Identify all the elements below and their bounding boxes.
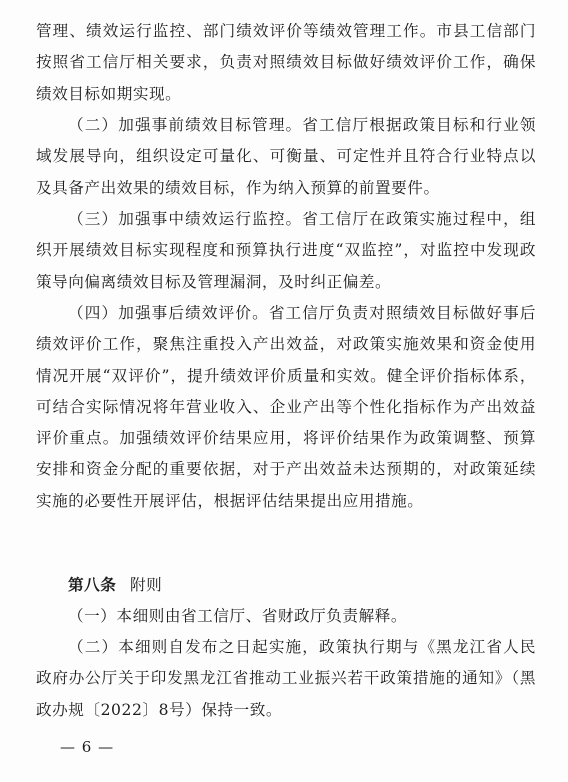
- page-number: — 6 —: [60, 738, 115, 756]
- paragraph-ex-post-evaluation: （四）加强事后绩效评价。省工信厅负责对照绩效目标做好事后绩效评价工作，聚焦注重投入产出效益，对政策实施效果和资金使用情况开展“双评价”，提升绩效评价质量和实效。健全评价指标体系，可结合实际情况将年营业收入、企业产出等个性化指标作为产出效益评价重点。加强绩效评价结果应用，将评价结果作为政策调整、预算安排和资金分配的重要依据，对于产出效益未达预期的，对政策延续实施的必要性开展评估，根据评估结果提出应用措施。: [36, 304, 536, 510]
- paragraph-performance-management: 管理、绩效运行监控、部门绩效评价等绩效管理工作。市县工信部门按照省工信厅相关要求，负责对照绩效目标做好绩效评价工作，确保绩效目标如期实现。: [36, 22, 536, 103]
- article-title: 附则: [129, 576, 163, 594]
- clause-interpretation: （一）本细则由省工信厅、省财政厅负责解释。: [68, 607, 408, 625]
- article-eight-heading-line: [36, 570, 536, 601]
- article-heading: 第八条: [68, 576, 117, 594]
- paragraph-in-process-monitoring: （三）加强事中绩效运行监控。省工信厅在政策实施过程中，组织开展绩效目标实现程度和预算执行进度“双监控”，对监控中发现政策导向偏离绩效目标及管理漏洞，及时纠正偏差。: [36, 210, 536, 291]
- clause-effective-date: （二）本细则自发布之日起实施，政策执行期与《黑龙江省人民政府办公厅关于印发黑龙江省推动工业振兴若干政策措施的通知》（黑政办规〔2022〕8号）保持一致。: [36, 638, 536, 719]
- paragraph-ex-ante-management: （二）加强事前绩效目标管理。省工信厅根据政策目标和行业领域发展导向，组织设定可量化、可衡量、可定性并且符合行业特点以及具备产出效果的绩效目标，作为纳入预算的前置要件。: [36, 116, 536, 197]
